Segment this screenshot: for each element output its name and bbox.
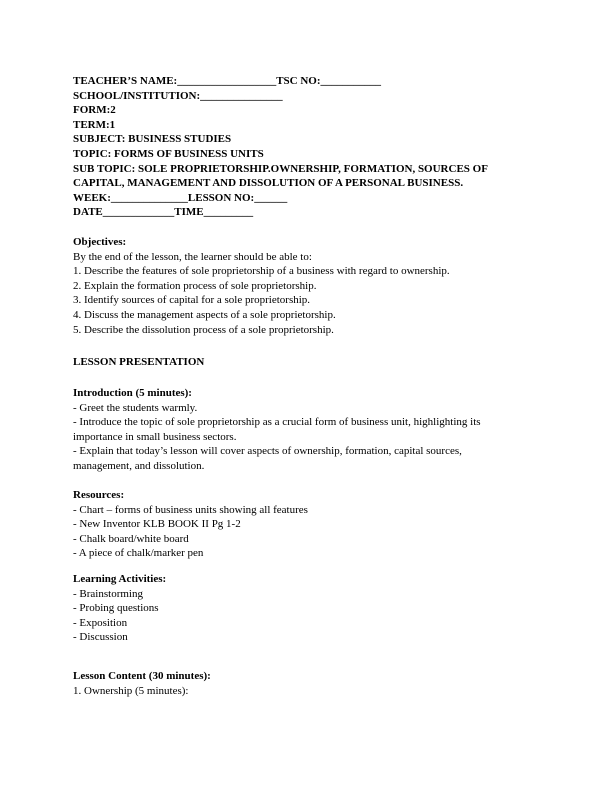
lesson-presentation-heading: LESSON PRESENTATION <box>73 356 205 368</box>
week-line: WEEK:______________LESSON NO:______ <box>73 191 288 204</box>
resources-heading: Resources: <box>73 489 125 501</box>
objective-intro: By the end of the lesson, the learner should be able to: <box>73 250 312 263</box>
resource-item: - Chalk board/white board <box>73 532 189 545</box>
introduction-line: - Explain that today’s lesson will cover aspects of ownership, formation, capital sources, <box>73 445 462 458</box>
lesson-content-heading: Lesson Content (30 minutes): <box>73 670 211 682</box>
resources-section <box>73 488 553 561</box>
resource-item: - Chart – forms of business units showing all features <box>73 503 308 516</box>
date-line: DATE_____________TIME_________ <box>73 206 254 219</box>
teacher-name-line: TEACHER’S NAME:__________________TSC NO:___________ <box>73 75 382 87</box>
objective-item: 5. Describe the dissolution process of a sole proprietorship. <box>73 323 334 336</box>
subtopic-line-2: CAPITAL, MANAGEMENT AND DISSOLUTION OF A PERSONAL BUSINESS. <box>73 177 464 190</box>
school-line: SCHOOL/INSTITUTION:_______________ <box>73 89 283 102</box>
introduction-heading: Introduction (5 minutes): <box>73 387 192 399</box>
term-line: TERM:1 <box>73 118 116 131</box>
objectives-section <box>73 235 553 337</box>
lesson-header <box>73 74 553 220</box>
lesson-content-section <box>73 669 553 698</box>
form-line: FORM:2 <box>73 104 116 117</box>
activity-item: - Probing questions <box>73 602 159 615</box>
activities-heading: Learning Activities: <box>73 573 167 585</box>
content-item: 1. Ownership (5 minutes): <box>73 684 189 697</box>
learning-activities-section <box>73 572 553 645</box>
objective-item: 3. Identify sources of capital for a sole proprietorship. <box>73 294 311 307</box>
objectives-heading: Objectives: <box>73 236 127 248</box>
introduction-line: - Greet the students warmly. <box>73 401 198 414</box>
introduction-line: management, and dissolution. <box>73 459 205 472</box>
activity-item: - Discussion <box>73 631 128 644</box>
activity-item: - Brainstorming <box>73 587 143 600</box>
objective-item: 4. Discuss the management aspects of a sole proprietorship. <box>73 308 336 321</box>
objective-item: 1. Describe the features of sole proprietorship of a business with regard to ownership. <box>73 265 450 278</box>
subtopic-line: SUB TOPIC: SOLE PROPRIETORSHIP.OWNERSHIP, FORMATION, SOURCES OF <box>73 162 488 175</box>
introduction-section <box>73 386 553 474</box>
objective-item: 2. Explain the formation process of sole proprietorship. <box>73 279 317 292</box>
topic-line: TOPIC: FORMS OF BUSINESS UNITS <box>73 147 264 160</box>
subject-line: SUBJECT: BUSINESS STUDIES <box>73 133 232 146</box>
activity-item: - Exposition <box>73 616 128 629</box>
introduction-line: - Introduce the topic of sole proprietorship as a crucial form of business unit, highlighting its <box>73 416 481 429</box>
introduction-line: importance in small business sectors. <box>73 430 237 443</box>
resource-item: - A piece of chalk/marker pen <box>73 547 204 560</box>
resource-item: - New Inventor KLB BOOK II Pg 1-2 <box>73 518 241 531</box>
